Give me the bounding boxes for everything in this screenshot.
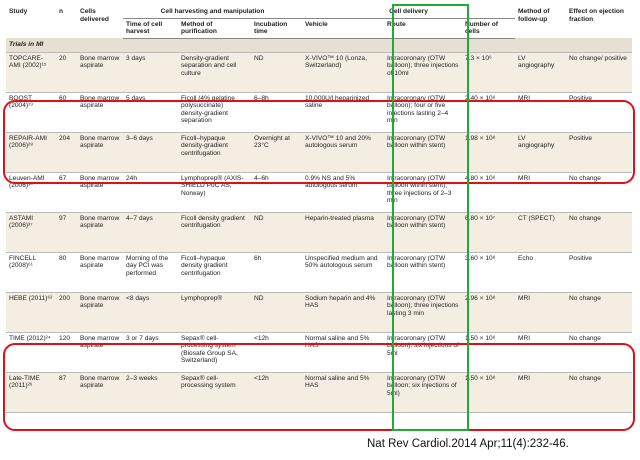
- header-followup: Method of follow-up: [518, 8, 550, 23]
- cell-followup: MRI: [515, 332, 566, 372]
- cell-time-harvest: 24h: [123, 172, 178, 212]
- cell-n: 80: [56, 252, 77, 292]
- cell-effect: No change: [566, 372, 632, 412]
- cell-cells-delivered: Bone marrow aspirate: [77, 212, 123, 252]
- cell-vehicle: X-VIVO™ 10 (Lonza, Switzerland): [302, 52, 384, 92]
- cell-purification: Ficoll (4% gelatine polysuccinate) density-gradient separation: [178, 92, 251, 132]
- cell-route: Intracoronary (OTW balloon); three injections of 10ml: [384, 52, 462, 92]
- cell-route: Intracoronary (OTW balloon); six injections of 5ml: [384, 332, 462, 372]
- cell-vehicle: X-VIVO™ 10 and 20% autologous serum: [302, 132, 384, 172]
- cell-study: Late-TIME (2011)²⁶: [6, 372, 56, 412]
- cell-followup: MRI: [515, 92, 566, 132]
- cell-effect: No change: [566, 212, 632, 252]
- header-purification: Method of purification: [178, 18, 251, 38]
- cell-cells-delivered: Bone marrow aspirate: [77, 332, 123, 372]
- cell-cells-delivered: Bone marrow aspirate: [77, 172, 123, 212]
- cell-purification: Sepax® cell-processing system: [178, 372, 251, 412]
- cell-num-cells: 1.50 × 10⁸: [462, 332, 515, 372]
- cell-study: Leuven-AMI (2006)³⁰: [6, 172, 56, 212]
- cell-route: Intracoronary (OTW balloon within stent): [384, 252, 462, 292]
- cell-purification: Lymphoprep® (AXIS-SHIELD PoC AS, Norway): [178, 172, 251, 212]
- header-cells-delivered: Cells delivered: [80, 8, 109, 23]
- table-row: [6, 212, 632, 252]
- cell-study: BOOST (2004)¹⁹: [6, 92, 56, 132]
- cell-incubation: 6–8h: [251, 92, 302, 132]
- cell-purification: Ficoll density gradient centrifugation: [178, 212, 251, 252]
- cell-study: REPAIR-AMI (2006)²⁸: [6, 132, 56, 172]
- cell-study: ASTAMI (2006)³⁷: [6, 212, 56, 252]
- cell-cells-delivered: Bone marrow aspirate: [77, 132, 123, 172]
- table-row: [6, 52, 632, 92]
- cell-n: 97: [56, 212, 77, 252]
- cell-purification: Lymphoprep®: [178, 292, 251, 332]
- cell-num-cells: 3.60 × 10⁸: [462, 252, 515, 292]
- cell-followup: Echo: [515, 252, 566, 292]
- header-study: Study: [9, 8, 28, 15]
- cell-incubation: ND: [251, 212, 302, 252]
- cell-incubation: ND: [251, 292, 302, 332]
- cell-incubation: 4–6h: [251, 172, 302, 212]
- header-n: n: [59, 8, 64, 15]
- cell-effect: Positive: [566, 252, 632, 292]
- cell-num-cells: 4.80 × 10⁸: [462, 172, 515, 212]
- cell-incubation: <12h: [251, 332, 302, 372]
- cell-time-harvest: 4–7 days: [123, 212, 178, 252]
- cell-incubation: ND: [251, 52, 302, 92]
- highlight-red-boost-repair: [3, 100, 635, 184]
- cell-vehicle: 0.9% NS and 5% autologous serum: [302, 172, 384, 212]
- cell-vehicle: Sodium heparin and 4% HAS: [302, 292, 384, 332]
- cell-time-harvest: <8 days: [123, 292, 178, 332]
- cell-n: 87: [56, 372, 77, 412]
- section-label: Trials in MI: [6, 38, 632, 52]
- cell-cells-delivered: Bone marrow aspirate: [77, 252, 123, 292]
- cell-num-cells: 6.80 × 10⁷: [462, 212, 515, 252]
- cell-cells-delivered: Bone marrow aspirate: [77, 92, 123, 132]
- cell-n: 20: [56, 52, 77, 92]
- highlight-red-time-late: [3, 343, 635, 431]
- header-time-harvest: Time of cell harvest: [123, 18, 178, 38]
- cell-time-harvest: 3 or 7 days: [123, 332, 178, 372]
- cell-effect: Positive: [566, 92, 632, 132]
- cell-n: 60: [56, 92, 77, 132]
- cell-incubation: <12h: [251, 372, 302, 412]
- cell-vehicle: Heparin-treated plasma: [302, 212, 384, 252]
- cell-route: Intracoronary (OTW balloon); four or five injections lasting 2–4 min: [384, 92, 462, 132]
- cell-cells-delivered: Bone marrow aspirate: [77, 372, 123, 412]
- cell-n: 120: [56, 332, 77, 372]
- cell-num-cells: 2.96 × 10⁸: [462, 292, 515, 332]
- cell-num-cells: 2.40 × 10⁸: [462, 92, 515, 132]
- cell-followup: LV angiography: [515, 132, 566, 172]
- cell-num-cells: 1.50 × 10⁸: [462, 372, 515, 412]
- cell-study: TOPCARE-AMI (2002)¹⁵: [6, 52, 56, 92]
- cell-followup: MRI: [515, 292, 566, 332]
- cell-n: 204: [56, 132, 77, 172]
- cell-effect: No change: [566, 332, 632, 372]
- cell-effect: No change: [566, 292, 632, 332]
- cell-n: 200: [56, 292, 77, 332]
- cell-followup: MRI: [515, 172, 566, 212]
- citation: Nat Rev Cardiol.2014 Apr;11(4):232-46.: [367, 438, 569, 450]
- cell-time-harvest: 5 days: [123, 92, 178, 132]
- cell-followup: LV angiography: [515, 52, 566, 92]
- cell-vehicle: Unspecified medium and 50% autologous serum: [302, 252, 384, 292]
- cell-incubation: Overnight at 23°C: [251, 132, 302, 172]
- cell-num-cells: 1.98 × 10⁸: [462, 132, 515, 172]
- cell-route: Intracoronary (OTW balloon within stent): [384, 132, 462, 172]
- cell-followup: CT (SPECT): [515, 212, 566, 252]
- header-group-harvest: Cell harvesting and manipulation: [123, 6, 302, 18]
- cell-effect: No change: [566, 172, 632, 212]
- cell-route: Intracoronary (OTW balloon within stent); three injections of 2–3 min: [384, 172, 462, 212]
- header-group-delivery: Cell delivery: [302, 6, 515, 18]
- cell-cells-delivered: Bone marrow aspirate: [77, 292, 123, 332]
- cell-purification: Ficoll–hypaque density gradient centrifugation: [178, 252, 251, 292]
- header-vehicle: Vehicle: [302, 18, 384, 38]
- cell-vehicle: Normal saline and 5% HAS: [302, 372, 384, 412]
- cell-incubation: 6h: [251, 252, 302, 292]
- cell-study: TIME (2012)²⁴: [6, 332, 56, 372]
- cell-vehicle: Normal saline and 5% HAS: [302, 332, 384, 372]
- cell-time-harvest: Morning of the day PCI was performed: [123, 252, 178, 292]
- table-row: [6, 252, 632, 292]
- cell-route: Intracoronary (OTW balloon within stent): [384, 212, 462, 252]
- cell-purification: Density-gradient separation and cell culture: [178, 52, 251, 92]
- header-effect: Effect on ejection fraction: [569, 8, 624, 23]
- highlight-green-route-column: [392, 4, 469, 431]
- header-route: Route: [384, 18, 462, 38]
- cell-vehicle: 10,000U/l heparinized saline: [302, 92, 384, 132]
- cell-route: Intracoronary (OTW balloon; six injections of 5ml): [384, 372, 462, 412]
- cell-effect: No change/ positive: [566, 52, 632, 92]
- cell-study: HEBE (2011)⁶²: [6, 292, 56, 332]
- cell-time-harvest: 3–6 days: [123, 132, 178, 172]
- cell-purification: Ficoll–hypaque density-gradient centrifugation: [178, 132, 251, 172]
- header-incubation: Incubation time: [251, 18, 302, 38]
- cell-study: FINCELL (2008)⁶¹: [6, 252, 56, 292]
- cell-time-harvest: 2–3 weeks: [123, 372, 178, 412]
- table-row: [6, 292, 632, 332]
- cell-route: Intracoronary (OTW balloon); three injections lasting 3 min: [384, 292, 462, 332]
- cell-followup: MRI: [515, 372, 566, 412]
- cell-n: 67: [56, 172, 77, 212]
- cell-time-harvest: 3 days: [123, 52, 178, 92]
- cell-effect: Positive: [566, 132, 632, 172]
- cell-purification: Sepax® cell-processing system (Biosafe Group SA, Switzerland): [178, 332, 251, 372]
- header-num-cells: Number of cells: [462, 18, 515, 38]
- cell-num-cells: 7.3 × 10⁶: [462, 52, 515, 92]
- cell-cells-delivered: Bone marrow aspirate: [77, 52, 123, 92]
